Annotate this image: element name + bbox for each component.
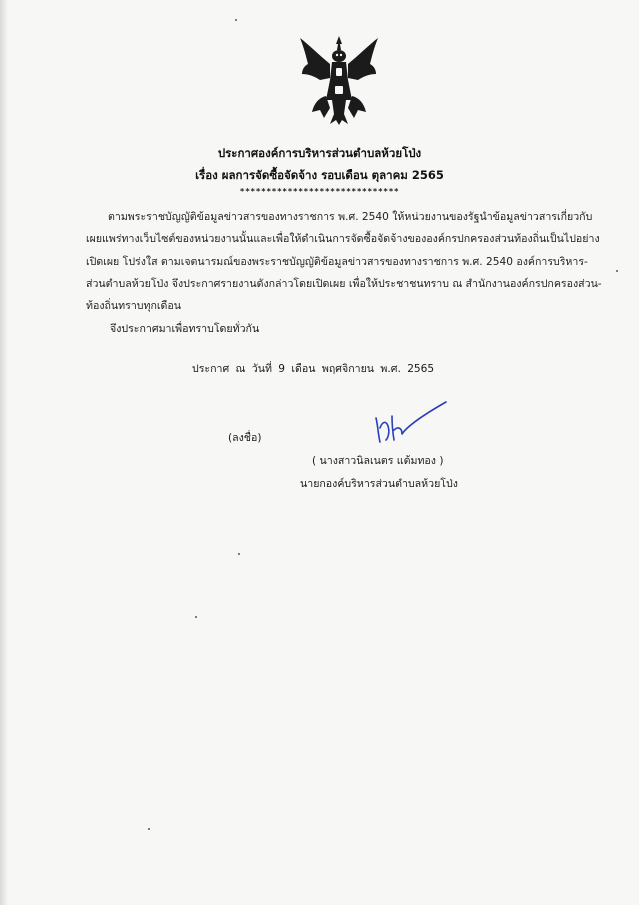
scan-speck	[235, 19, 237, 21]
asterisk-separator: ******************************	[239, 187, 400, 196]
body-line: ท้องถิ่นทราบทุกเดือน	[86, 300, 182, 313]
body-line: เผยแพร่ทางเว็บไซต์ของหน่วยงานนั้นและเพื่อให้ดำเนินการจัดซื้อจัดจ้างขององค์กรปกครองส่วนท้องถิ่นเป็นไปอย่าง	[86, 233, 600, 246]
announcement-body	[86, 206, 621, 317]
scan-speck	[616, 270, 618, 272]
announcement-subject-line: เรื่อง ผลการจัดซื้อจัดจ้าง รอบเดือน ตุลาคม 2565	[195, 168, 444, 182]
closing-statement: จึงประกาศมาเพื่อทราบโดยทั่วกัน	[110, 323, 260, 335]
announcement-date: ประกาศ ณ วันที่ 9 เดือน พฤศจิกายน พ.ศ. 2565	[192, 363, 435, 375]
signed-label: (ลงชื่อ)	[228, 432, 262, 444]
signatory-name: ( นางสาวนิลเนตร แต้มทอง )	[312, 455, 444, 467]
body-line: ส่วนตำบลห้วยโป่ง จึงประกาศรายงานดังกล่าวโดยเปิดเผย เพื่อให้ประชาชนทราบ ณ สำนักงานองค์กรปกครองส่วน-	[86, 277, 602, 290]
announcement-org-line: ประกาศองค์การบริหารส่วนตำบลห้วยโป่ง	[217, 146, 422, 160]
garuda-emblem-icon	[296, 34, 382, 126]
scan-speck	[238, 553, 240, 555]
scan-edge-shadow	[0, 0, 8, 905]
handwritten-signature-icon	[366, 398, 450, 448]
scan-speck	[148, 828, 150, 830]
signatory-position: นายกองค์บริหารส่วนตำบลห้วยโป่ง	[300, 478, 458, 490]
body-line: เปิดเผย โปร่งใส ตามเจตนารมณ์ของพระราชบัญญัติข้อมูลข่าวสารของทางราชการ พ.ศ. 2540 องค์การบริหาร-	[86, 255, 588, 268]
body-line: ตามพระราชบัญญัติข้อมูลข่าวสารของทางราชการ พ.ศ. 2540 ให้หน่วยงานของรัฐนำข้อมูลข่าวสารเกี่ยวกับ	[108, 211, 593, 223]
scan-speck	[195, 616, 197, 618]
